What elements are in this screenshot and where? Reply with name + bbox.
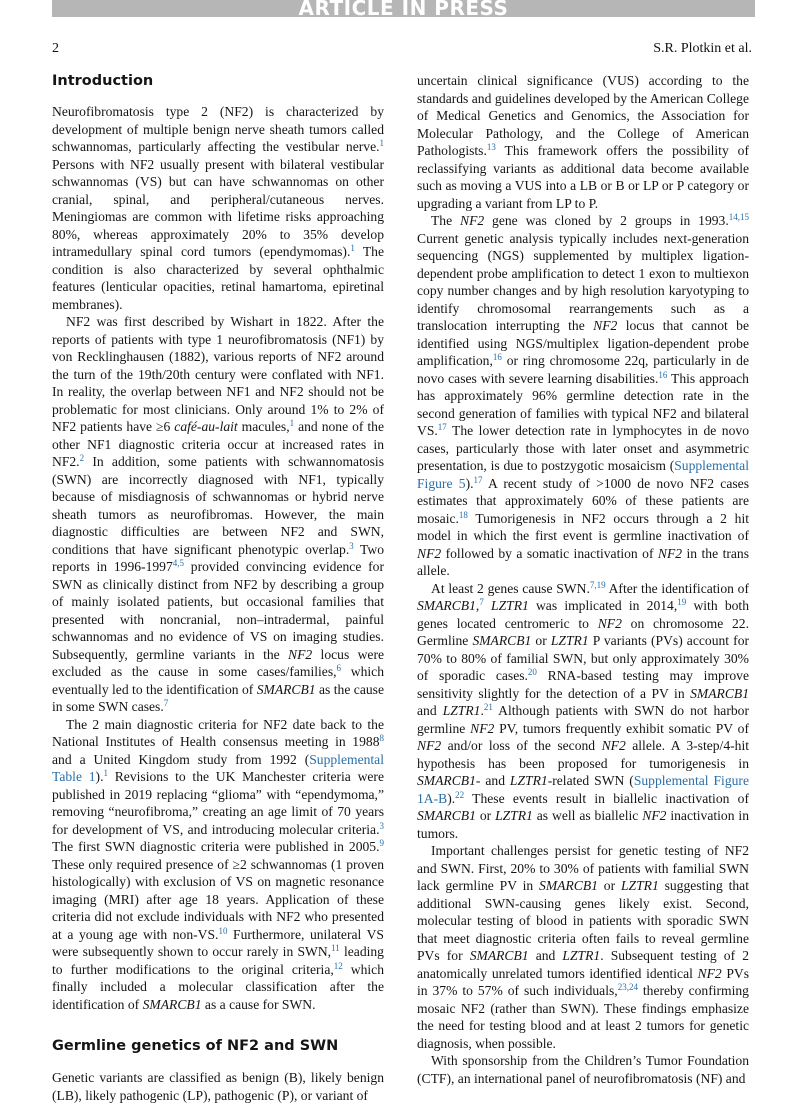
citation-link[interactable]: 6 [336,663,342,673]
paragraph: NF2 was first described by Wishart in 1822. After the reports of patients with type 1 neurofibromatosis (NF1) by von Recklinghausen (1882), various reports of NF2 around the turn of the 19th/20th century were conflated with NF1. In reality, the overlap between NF1 and NF2 should not be problematic for most clinicians. Only around 1% to 2% of NF2 patients have ≥6 café-au-lait macules,$^1$ and none of the other NF1 diagnostic criteria occur at increased rates in NF2.$^2$ In addition, some patients with schwannomatosis (SWN) are incorrectly diagnosed with NF1, typically because of misdiagnosis of schwannomas or hybrid nerve sheath tumors as neurofibromas. However, the main diagnostic difficulties are between NF2 and SWN, conditions that have significant phenotypic overlap.$^3$ Two reports in 1996-1997$^{4,5}$ provided convincing evidence for SWN as clinically distinct from NF2 by describing a group of mainly isolated patients, but occasional families that presented with noncranial, non–intradermal, painful schwannomas and no evidence of VS on imaging studies. Subsequently, germline variants in the NF2 locus were excluded as the cause in some cases/families,$^6$ which eventually led to the identification of SMARCB1 as the cause in some SWN cases.$^7$ [52,314,385,714]
citation-link[interactable]: 19 [677,597,687,607]
paragraph: The 2 main diagnostic criteria for NF2 date back to the National Institutes of Health consensus meeting in 1988$^8$ and a United Kingdom study from 1992 (Supplemental Table 1).$^1$ Revisions to the UK Manchester criteria were published in 2019 replacing “glioma” with “ependymoma,” removing “neurofibroma,” creating an age limit of 70 years for development of VS, and introducing molecular criteria.$^3$ The first SWN diagnostic criteria were published in 2005.$^9$ These only required presence of ≥2 schwannomas (1 proven histologically) with exclusion of VS on magnetic resonance imaging (MRI) after age 18 years. Application of these criteria did not exclude individuals with NF2 who presented at a young age with non-VS.$^{10}$ Furthermore, unilateral VS were subsequently shown to occur rarely in SWN,$^{11}$ leading to further modifications to the original criteria,$^{12}$ which finally included a molecular classification after the identification of SMARCB1 as a cause for SWN. [52,716,385,1012]
paragraph: Neurofibromatosis type 2 (NF2) is characterized by development of multiple benign nerve sheath tumors called schwannomas, particularly affecting the vestibular nerve.$^1$ Persons with NF2 usually present with bilateral vestibular schwannomas (VS) but can have schwannomas on other cranial, spinal, and peripheral/cutaneous nerves. Meningiomas are common with lifetime risks approaching 80%, whereas approximately 20% to 35% develop intramedullary spinal cord tumors (ependymomas).$^1$ The condition is also characterized by several ophthalmic features (lenticular opacities, retinal hamartoma, epiretinal membranes). [52,104,384,312]
paragraph: Genetic variants are classified as benign (B), likely benign (LB), likely pathogenic (LP), pathogenic (P), or variant of [52,1070,384,1103]
citation-link[interactable]: 4,5 [172,558,185,568]
citation-link[interactable]: 16 [492,352,502,362]
citation-link[interactable]: 3 [349,540,354,551]
citation-link[interactable]: 21 [483,702,493,712]
supplemental-figure-link[interactable]: Supplemental Figure 1A-B [417,773,749,806]
citation-link[interactable]: 3 [379,820,384,831]
supplemental-figure-link[interactable]: Supplemental Figure 5 [417,458,749,491]
running-head-authors: S.R. Plotkin et al. [653,41,752,56]
article-in-press-banner: ARTICLE IN PRESS [52,0,755,17]
section-heading-germline-genetics: Germline genetics of NF2 and SWN [52,1038,339,1054]
citation-link[interactable]: 11 [331,943,340,953]
citation-link[interactable]: 2 [79,453,85,463]
citation-link[interactable]: 16 [658,369,668,380]
citation-link[interactable]: 1 [289,418,295,428]
citation-link[interactable]: 7 [479,597,484,607]
paragraph: The NF2 gene was cloned by 2 groups in 1993.$^{14,15}$ Current genetic analysis typically includes next-generation sequencing (NGS) supplemented by multiplex ligation-dependent probe amplification to detect 1 exon to multiexon copy number changes and by high resolution karyotyping to identify chromosomal rearrangements such as a translocation interrupting the NF2 locus that cannot be identified using NGS/multiplex ligation-dependent probe amplification,$^{16}$ or ring chromosome 22q, particularly in de novo cases with severe learning disabilities.$^{16}$ This approach has approximately 96% germline detection rate in the second generation of families with typical NF2 and bilateral VS.$^{17}$ The lower detection rate in lymphocytes in de novo cases, particularly those with later onset and asymmetric presentation, is due to postzygotic mosaicism (Supplemental Figure 5).$^{17}$ A recent study of >1000 de novo NF2 cases estimates that approximately 60% of these patients are mosaic.$^{18}$ Tumorigenesis in NF2 occurs through a 2 hit model in which the first event is germline inactivation of NF2 followed by a somatic inactivation of NF2 in the trans allele. [417,212,749,578]
citation-link[interactable]: 9 [379,838,384,848]
citation-link[interactable]: 12 [333,960,343,971]
paragraph: At least 2 genes cause SWN.$^{7,19}$ After the identification of SMARCB1,$^7$ LZTR1 was implicated in 2014,19 with both genes located centromeric to NF2 on chromosome 22. Germline SMARCB1 or LZTR1 P variants (PVs) account for 70% to 80% of familial SWN, but only approximately 30% of sporadic cases.$^{20}$ RNA-based testing may improve sensitivity slightly for the detection of a PV in SMARCB1 and LZTR1.21 Although patients with SWN do not harbor germline NF2 PV, tumors frequently exhibit somatic PV of NF2 and/or loss of the second NF2 allele. A 3-step/4-hit hypothesis has been proposed for tumorigenesis in SMARCB1- and LZTR1-related SWN (Supplemental Figure 1A-B).$^{22}$ These events result in biallelic inactivation of SMARCB1 or LZTR1 as well as biallelic NF2 inactivation in tumors. [417,579,750,841]
citation-link[interactable]: 17 [473,474,483,485]
citation-link[interactable]: 13 [486,142,496,152]
citation-link[interactable]: 17 [437,422,447,432]
page-number: 2 [52,41,59,56]
paragraph: uncertain clinical significance (VUS) according to the standards and guidelines developed by the American College of Medical Genetics and Genomics, the Association for Molecular Pathology, and the College of American Pathologists.$^{13}$ This framework offers the possibility of reclassifying variants as additional data become available such as moving a VUS into a LB or B or LP or P category or upgrading a variant from LP to P. [417,73,749,211]
paragraph: With sponsorship from the Children’s Tumor Foundation (CTF), an international panel of neurofibromatosis (NF) and [417,1053,749,1086]
citation-link[interactable]: 10 [218,925,228,936]
citation-link[interactable]: 8 [379,733,384,743]
citation-link[interactable]: 1 [103,768,108,778]
citation-link[interactable]: 23,24 [617,982,638,992]
left-column [52,72,384,1104]
citation-link[interactable]: 14,15 [728,212,749,222]
citation-link[interactable]: 1 [379,138,384,148]
citation-link[interactable]: 1 [350,243,355,253]
paragraph: Important challenges persist for genetic testing of NF2 and SWN. First, 20% to 30% of patients with familial SWN lack germline PV in SMARCB1 or LZTR1 suggesting that additional SWN-causing genes likely exist. Second, molecular testing of blood in patients with sporadic SWN that meet diagnostic criteria often fails to reveal germline PVs for SMARCB1 and LZTR1. Subsequent testing of 2 anatomically unrelated tumors identified identical NF2 PVs in 37% to 57% of such individuals,$^{23,24}$ thereby confirming mosaic NF2 (rather than SWN). These findings emphasize the need for testing blood and at least 2 tumors for genetic diagnosis, when possible. [417,843,749,1051]
right-column [417,72,749,1087]
citation-link[interactable]: 7 [163,698,169,708]
citation-link[interactable]: 18 [458,509,468,520]
citation-link[interactable]: 20 [527,667,537,677]
citation-link[interactable]: 22 [455,789,465,800]
citation-link[interactable]: 7,19 [589,579,606,590]
section-heading-introduction: Introduction [52,73,154,89]
supplemental-table-link[interactable]: Supplemental Table 1 [52,751,384,784]
